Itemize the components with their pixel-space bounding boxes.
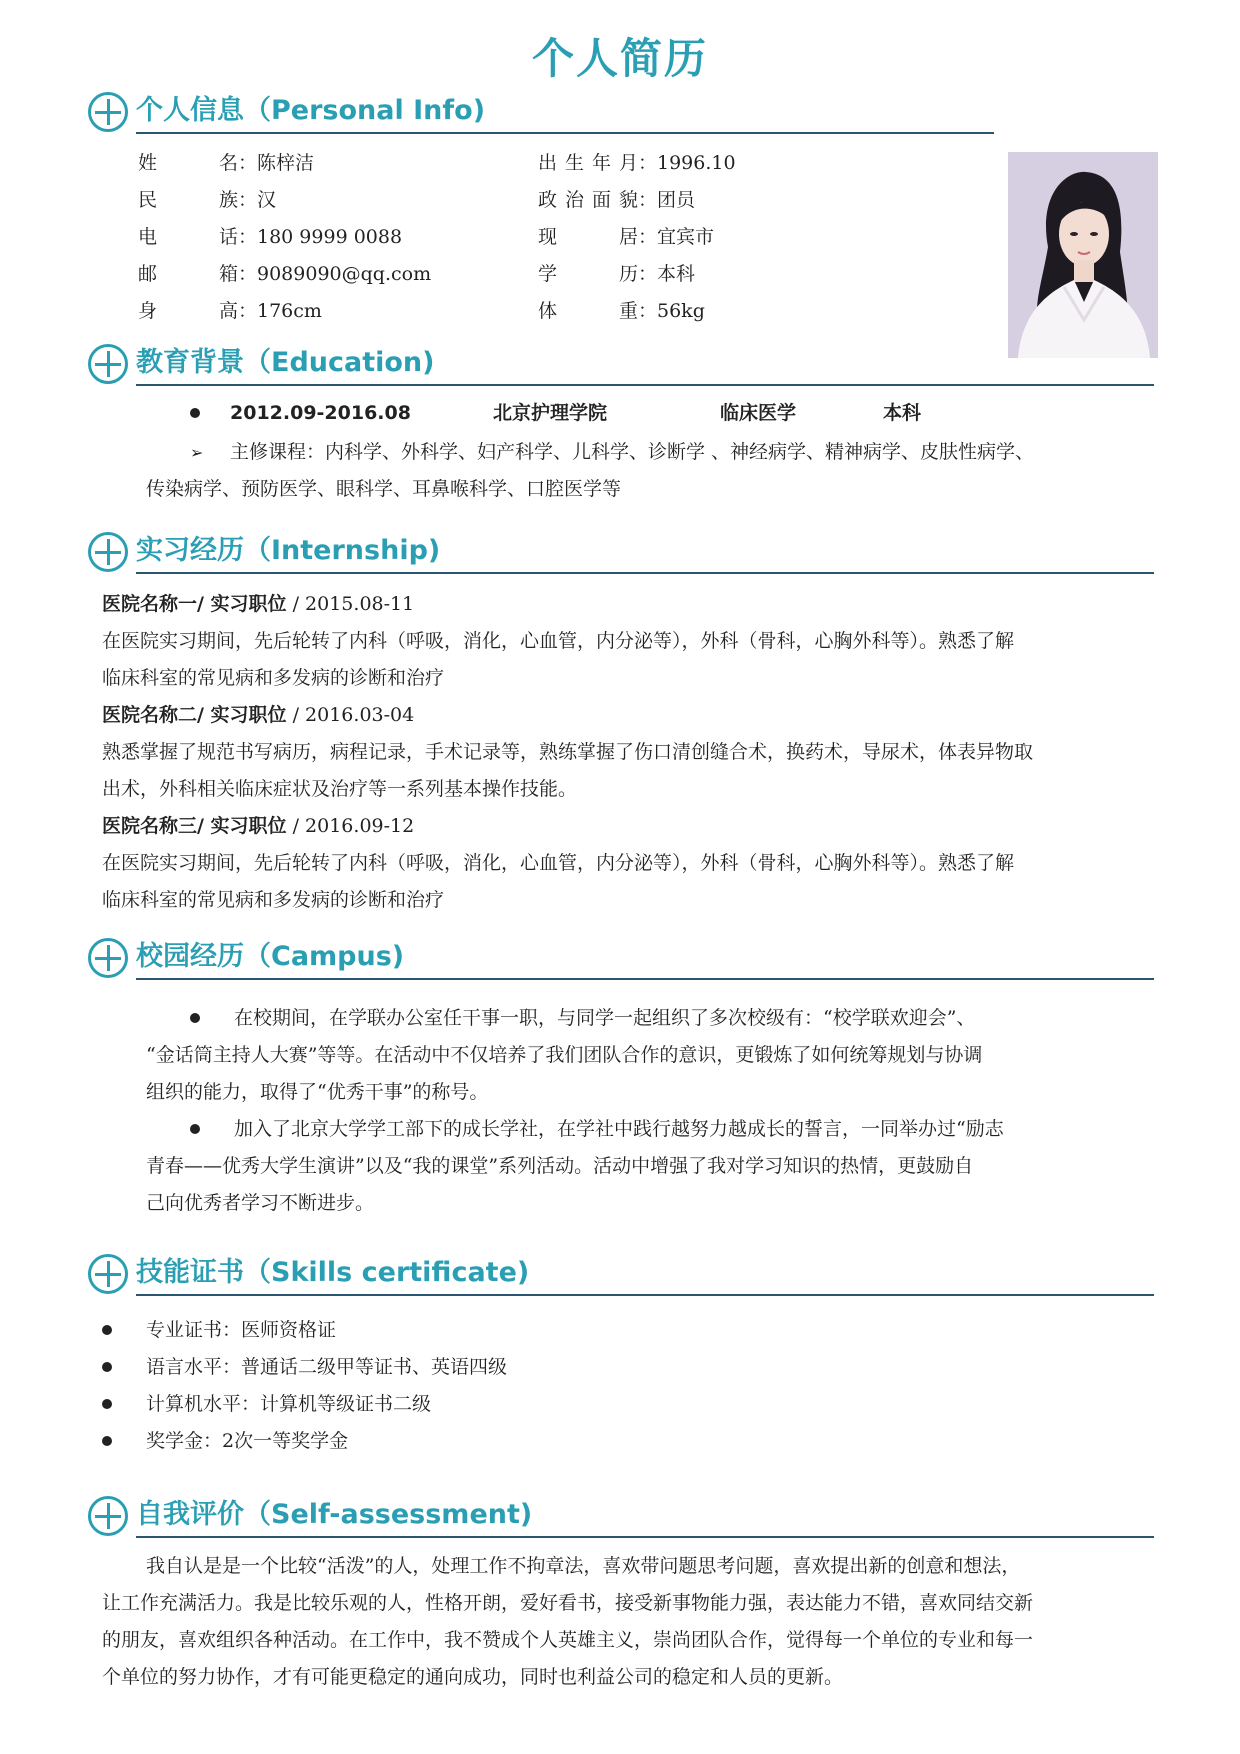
internship-desc: 临床科室的常见病和多发病的诊断和治疗 [102, 667, 445, 689]
education-major: 临床医学 [720, 402, 797, 424]
internship-list [102, 586, 1172, 919]
campus-text: “金话筒主持人大赛”等等。在活动中不仅培养了我们团队合作的意识，更锻炼了如何统筹规划与协调 [146, 1044, 983, 1066]
section-title: 技能证书（Skills certificate) [136, 1257, 530, 1288]
info-key: 出生年月 [538, 152, 638, 174]
info-value: ：9089090@qq.com [238, 263, 432, 285]
campus-text: 己向优秀者学习不断进步。 [146, 1192, 375, 1214]
section-campus-header [88, 938, 1154, 982]
skill-text: 计算机水平：计算机等级证书二级 [146, 1393, 432, 1415]
section-skills-header [88, 1254, 1154, 1298]
section-title: 校园经历（Campus) [136, 941, 405, 972]
campus-text: 组织的能力，取得了“优秀干事”的称号。 [146, 1081, 489, 1103]
plus-circle-icon [88, 1496, 128, 1536]
internship-item [102, 697, 1172, 808]
info-row [138, 222, 1038, 252]
bullet-icon [190, 408, 200, 418]
section-divider [136, 1294, 1154, 1296]
info-value: ：180 9999 0088 [238, 226, 403, 248]
plus-circle-icon [88, 344, 128, 384]
plus-circle-icon [88, 532, 128, 572]
internship-desc: 在医院实习期间，先后轮转了内科（呼吸，消化，心血管，内分泌等），外科（骨科，心胸外科等）。熟悉了解 [102, 852, 1015, 874]
self-text: 个单位的努力协作，才有可能更稳定的通向成功，同时也利益公司的稳定和人员的更新。 [102, 1666, 844, 1688]
section-personal-header [88, 92, 994, 136]
page-title: 个人简历 [531, 34, 708, 83]
self-text: 的朋友，喜欢组织各种活动。在工作中，我不赞成个人英雄主义，崇尚团队合作，觉得每一个单位的专业和每一 [102, 1629, 1034, 1651]
skill-text: 专业证书：医师资格证 [146, 1319, 337, 1341]
section-education-header [88, 344, 1154, 388]
internship-sep: / [286, 704, 306, 726]
skills-list [102, 1312, 1102, 1460]
courses-text: 主修课程：内科学、外科学、妇产科学、儿科学、诊断学 、神经病学、精神病学、皮肤性病学、 [230, 441, 1035, 463]
section-divider [136, 978, 1154, 980]
skill-item [102, 1312, 1102, 1349]
campus-text: 青春——优秀大学生演讲”以及“我的课堂”系列活动。活动中增强了我对学习知识的热情，更鼓励自 [146, 1155, 974, 1177]
education-courses [146, 434, 1176, 508]
info-value: ：团员 [638, 189, 696, 211]
campus-text: 加入了北京大学学工部下的成长学社，在学社中践行越努力越成长的誓言，一同举办过“励志 [234, 1118, 1004, 1140]
education-period: 2012.09-2016.08 [230, 402, 411, 424]
campus-item [146, 1000, 1176, 1111]
info-key: 身高 [138, 300, 238, 322]
bullet-icon [102, 1325, 112, 1335]
info-key: 现居 [538, 226, 638, 248]
internship-desc: 出术，外科相关临床症状及治疗等一系列基本操作技能。 [102, 778, 578, 800]
section-title: 个人信息（Personal Info) [136, 95, 486, 126]
info-key: 邮箱 [138, 263, 238, 285]
internship-head: 医院名称一/ 实习职位 [102, 593, 287, 615]
section-title: 实习经历（Internship) [136, 535, 441, 566]
section-divider [136, 572, 1154, 574]
portrait-illustration [1008, 152, 1158, 358]
campus-item [146, 1111, 1176, 1222]
info-row [138, 148, 1038, 178]
skill-item [102, 1386, 1102, 1423]
section-divider [136, 384, 1154, 386]
info-value: ：宜宾市 [638, 226, 715, 248]
section-title: 自我评价（Self-assessment) [136, 1499, 533, 1530]
internship-date: 2015.08-11 [305, 593, 415, 615]
courses-text-cont: 传染病学、预防医学、眼科学、耳鼻喉科学、口腔医学等 [146, 478, 622, 500]
internship-item [102, 586, 1172, 697]
info-value: ：汉 [238, 189, 277, 211]
info-key: 姓名 [138, 152, 238, 174]
skill-text: 语言水平：普通话二级甲等证书、英语四级 [146, 1356, 508, 1378]
internship-date: 2016.03-04 [305, 704, 415, 726]
info-key: 民族 [138, 189, 238, 211]
bullet-icon [102, 1362, 112, 1372]
skill-item [102, 1349, 1102, 1386]
info-key: 学历 [538, 263, 638, 285]
campus-text: 在校期间，在学联办公室任干事一职，与同学一起组织了多次校级有：“校学联欢迎会”、 [234, 1007, 976, 1029]
self-assessment [102, 1548, 1182, 1696]
info-row [138, 296, 1038, 326]
internship-head: 医院名称三/ 实习职位 [102, 815, 287, 837]
internship-date: 2016.09-12 [305, 815, 415, 837]
education-school: 北京护理学院 [493, 402, 608, 424]
info-key: 体重 [538, 300, 638, 322]
section-divider [136, 1536, 1154, 1538]
internship-desc: 熟悉掌握了规范书写病历，病程记录，手术记录等，熟练掌握了伤口清创缝合术，换药术，导尿术，体表异物取 [102, 741, 1034, 763]
info-value: ：本科 [638, 263, 696, 285]
info-value: ：176cm [238, 300, 322, 322]
info-key: 政治面貌 [538, 189, 638, 211]
section-title: 教育背景（Education) [136, 347, 435, 378]
section-internship-header [88, 532, 1154, 576]
internship-desc: 在医院实习期间，先后轮转了内科（呼吸，消化，心血管，内分泌等），外科（骨科，心胸外科等）。熟悉了解 [102, 630, 1015, 652]
plus-circle-icon [88, 938, 128, 978]
skill-text: 奖学金：2次一等奖学金 [146, 1430, 349, 1452]
bullet-icon [190, 1124, 200, 1134]
education-degree: 本科 [883, 402, 922, 424]
arrow-marker-icon: ➢ [190, 443, 204, 462]
internship-item [102, 808, 1172, 919]
info-value: ：陈梓洁 [238, 152, 315, 174]
info-row [138, 259, 1038, 289]
section-divider [136, 132, 994, 134]
internship-sep: / [286, 593, 306, 615]
bullet-icon [190, 1013, 200, 1023]
skill-item [102, 1423, 1102, 1460]
bullet-icon [102, 1436, 112, 1446]
plus-circle-icon [88, 92, 128, 132]
education-entry [190, 398, 1170, 428]
profile-photo [1008, 152, 1158, 358]
info-row [138, 185, 1038, 215]
info-value: ：56kg [638, 300, 705, 322]
bullet-icon [102, 1399, 112, 1409]
self-text: 让工作充满活力。我是比较乐观的人，性格开朗，爱好看书，接受新事物能力强，表达能力不错，喜欢同结交新 [102, 1592, 1034, 1614]
internship-desc: 临床科室的常见病和多发病的诊断和治疗 [102, 889, 445, 911]
info-key: 电话 [138, 226, 238, 248]
plus-circle-icon [88, 1254, 128, 1294]
internship-head: 医院名称二/ 实习职位 [102, 704, 287, 726]
internship-sep: / [286, 815, 306, 837]
campus-list [146, 1000, 1176, 1222]
info-value: ：1996.10 [638, 152, 736, 174]
section-self-header [88, 1496, 1154, 1540]
self-text: 我自认是是一个比较“活泼”的人，处理工作不拘章法，喜欢带问题思考问题，喜欢提出新的创意和想法， [146, 1555, 1021, 1577]
